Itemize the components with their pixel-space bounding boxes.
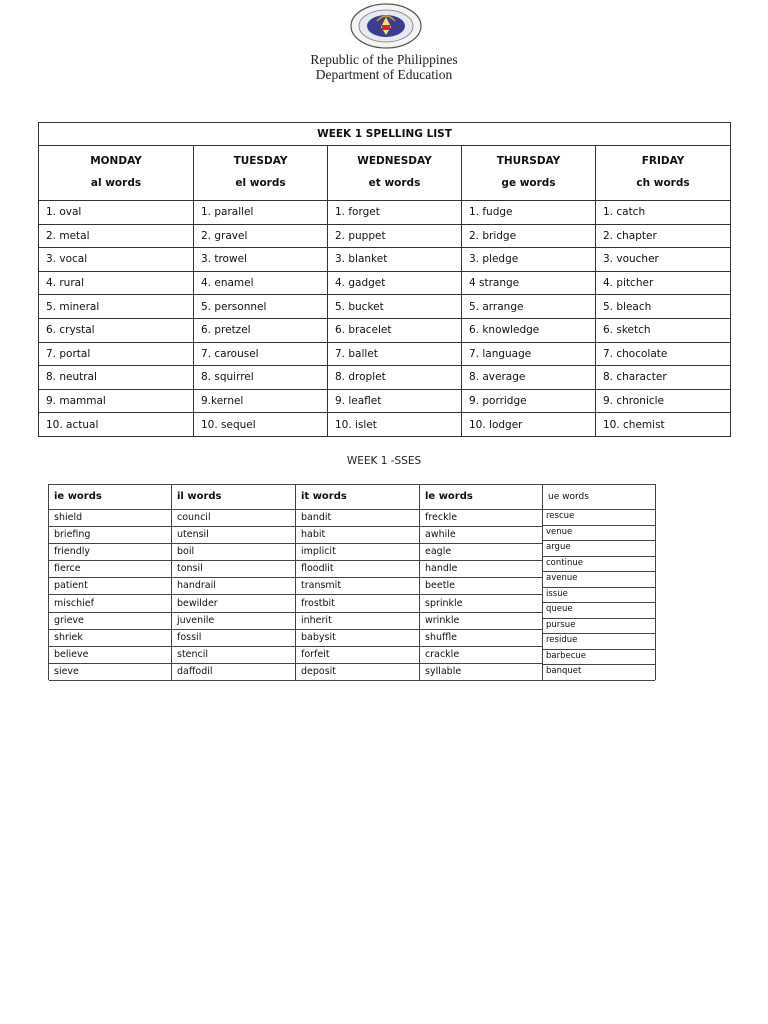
sses-word-cell: handle: [420, 560, 543, 578]
word-cell: 8. neutral: [39, 366, 194, 390]
day-header-row: [39, 146, 731, 201]
sses-word-cell: transmit: [296, 577, 420, 595]
word-cell: 2. metal: [39, 224, 194, 248]
sses-word-cell: tonsil: [172, 560, 296, 578]
sses-word-cell: grieve: [49, 612, 172, 630]
word-cell: 4. pitcher: [596, 271, 731, 295]
word-cell: 3. vocal: [39, 248, 194, 272]
word-cell: 3. pledge: [462, 248, 596, 272]
word-cell: 9. leaflet: [328, 389, 462, 413]
sses-column: [419, 484, 543, 680]
sses-word-cell: residue: [543, 633, 655, 650]
sses-word-cell: fossil: [172, 629, 296, 647]
sses-title: WEEK 1 -SSES: [346, 455, 422, 467]
sses-word-cell: venue: [543, 525, 655, 542]
sses-word-cell: inherit: [296, 612, 420, 630]
sses-word-cell: rescue: [543, 509, 655, 526]
sses-word-cell: fierce: [49, 560, 172, 578]
sses-word-cell: briefing: [49, 526, 172, 544]
word-cell: 5. mineral: [39, 295, 194, 319]
word-cell: 2. chapter: [596, 224, 731, 248]
sses-word-cell: pursue: [543, 618, 655, 635]
day-header-cell: THURSDAY ge words: [462, 146, 596, 201]
sses-column-heading: il words: [172, 484, 296, 510]
sses-word-cell: floodlit: [296, 560, 420, 578]
department-line: Department of Education: [315, 67, 453, 82]
word-cell: 2. gravel: [194, 224, 328, 248]
word-cell: 6. bracelet: [328, 318, 462, 342]
sses-word-table: [48, 484, 654, 680]
word-cell: 1. catch: [596, 201, 731, 225]
word-cell: 5. arrange: [462, 295, 596, 319]
word-cell: 6. pretzel: [194, 318, 328, 342]
sses-word-cell: barbecue: [543, 649, 655, 666]
sses-word-cell: freckle: [420, 509, 543, 527]
sses-word-cell: sieve: [49, 663, 172, 681]
word-cell: 1. fudge: [462, 201, 596, 225]
table-row: [39, 318, 731, 342]
republic-line: Republic of the Philippines: [310, 52, 458, 67]
table-row: [39, 389, 731, 413]
sses-column: [295, 484, 420, 680]
word-cell: 9. chronicle: [596, 389, 731, 413]
word-cell: 1. parallel: [194, 201, 328, 225]
word-cell: 8. squirrel: [194, 366, 328, 390]
sses-word-cell: believe: [49, 646, 172, 664]
word-cell: 10. islet: [328, 413, 462, 437]
word-cell: 7. ballet: [328, 342, 462, 366]
word-cell: 7. carousel: [194, 342, 328, 366]
sses-word-cell: babysit: [296, 629, 420, 647]
word-cell: 1. oval: [39, 201, 194, 225]
day-header-cell: FRIDAY ch words: [596, 146, 731, 201]
sses-column: [542, 484, 656, 680]
sses-column-heading: le words: [420, 484, 543, 510]
sses-word-cell: juvenile: [172, 612, 296, 630]
table-row: [39, 366, 731, 390]
word-cell: 10. sequel: [194, 413, 328, 437]
word-cell: 3. voucher: [596, 248, 731, 272]
sses-word-cell: syllable: [420, 663, 543, 681]
sses-word-cell: bewilder: [172, 595, 296, 613]
word-cell: 9. porridge: [462, 389, 596, 413]
sses-column-heading: ue words: [543, 484, 655, 510]
sses-word-cell: banquet: [543, 664, 655, 681]
sses-word-cell: boil: [172, 543, 296, 561]
sses-word-cell: implicit: [296, 543, 420, 561]
word-cell: 4. enamel: [194, 271, 328, 295]
word-cell: 2. bridge: [462, 224, 596, 248]
sses-column: [171, 484, 296, 680]
table-row: [39, 271, 731, 295]
word-cell: 6. crystal: [39, 318, 194, 342]
sses-word-cell: awhile: [420, 526, 543, 544]
sses-word-cell: council: [172, 509, 296, 527]
deped-seal-logo: [349, 3, 423, 49]
sses-word-cell: handrail: [172, 577, 296, 595]
sses-word-cell: queue: [543, 602, 655, 619]
word-cell: 7. portal: [39, 342, 194, 366]
sses-word-cell: friendly: [49, 543, 172, 561]
word-cell: 5. personnel: [194, 295, 328, 319]
word-cell: 5. bucket: [328, 295, 462, 319]
sses-word-cell: issue: [543, 587, 655, 604]
word-cell: 10. lodger: [462, 413, 596, 437]
spelling-list-title: WEEK 1 SPELLING LIST: [39, 123, 731, 146]
sses-word-cell: deposit: [296, 663, 420, 681]
word-cell: 4 strange: [462, 271, 596, 295]
sses-word-cell: eagle: [420, 543, 543, 561]
sses-word-cell: mischief: [49, 595, 172, 613]
word-cell: 10. actual: [39, 413, 194, 437]
sses-word-cell: forfeit: [296, 646, 420, 664]
word-cell: 4. gadget: [328, 271, 462, 295]
sses-word-cell: habit: [296, 526, 420, 544]
table-row: [39, 201, 731, 225]
sses-word-cell: stencil: [172, 646, 296, 664]
word-cell: 6. knowledge: [462, 318, 596, 342]
sses-word-cell: bandit: [296, 509, 420, 527]
word-cell: 4. rural: [39, 271, 194, 295]
word-cell: 7. chocolate: [596, 342, 731, 366]
table-row: [39, 413, 731, 437]
word-cell: 6. sketch: [596, 318, 731, 342]
sses-word-cell: shriek: [49, 629, 172, 647]
word-cell: 7. language: [462, 342, 596, 366]
sses-word-cell: utensil: [172, 526, 296, 544]
sses-word-cell: continue: [543, 556, 655, 573]
sses-word-cell: shield: [49, 509, 172, 527]
word-cell: 9.kernel: [194, 389, 328, 413]
table-row: [39, 224, 731, 248]
sses-word-cell: sprinkle: [420, 595, 543, 613]
spelling-list-table: [38, 122, 731, 437]
word-cell: 2. puppet: [328, 224, 462, 248]
word-cell: 8. character: [596, 366, 731, 390]
word-cell: 9. mammal: [39, 389, 194, 413]
sses-word-cell: avenue: [543, 571, 655, 588]
word-cell: 8. droplet: [328, 366, 462, 390]
word-cell: 3. trowel: [194, 248, 328, 272]
sses-word-cell: patient: [49, 577, 172, 595]
sses-column-heading: ie words: [49, 484, 172, 510]
table-row: [39, 342, 731, 366]
word-cell: 1. forget: [328, 201, 462, 225]
word-cell: 5. bleach: [596, 295, 731, 319]
sses-column: [48, 484, 172, 680]
word-cell: 10. chemist: [596, 413, 731, 437]
sses-word-cell: crackle: [420, 646, 543, 664]
sses-word-cell: wrinkle: [420, 612, 543, 630]
sses-word-cell: daffodil: [172, 663, 296, 681]
day-header-cell: WEDNESDAY et words: [328, 146, 462, 201]
day-header-cell: TUESDAY el words: [194, 146, 328, 201]
word-cell: 8. average: [462, 366, 596, 390]
table-row: [39, 248, 731, 272]
word-cell: 3. blanket: [328, 248, 462, 272]
sses-column-heading: it words: [296, 484, 420, 510]
sses-word-cell: beetle: [420, 577, 543, 595]
sses-word-cell: shuffle: [420, 629, 543, 647]
day-header-cell: MONDAY al words: [39, 146, 194, 201]
document-header: [0, 52, 768, 82]
sses-word-cell: argue: [543, 540, 655, 557]
sses-word-cell: frostbit: [296, 595, 420, 613]
table-row: [39, 295, 731, 319]
